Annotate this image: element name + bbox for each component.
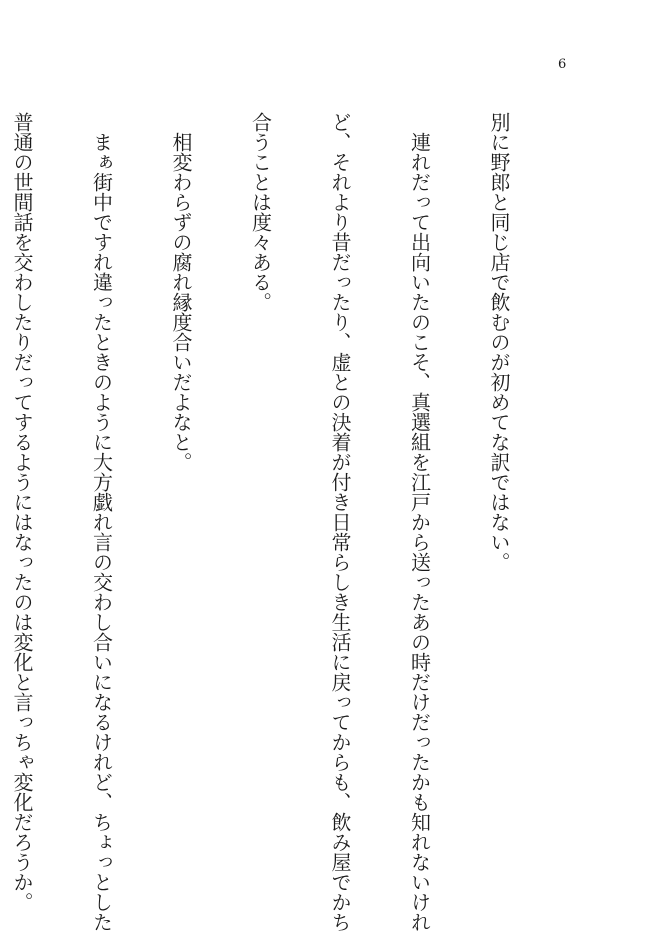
text-line: ど、それより昔だったり、虚との決着が付き日常らしき生活に戻ってからも、飲み屋でかち [328, 112, 352, 932]
body-text [0, 112, 565, 932]
text-line: 普通の世間話を交わしたりだってするようにはなったのは変化と言っちゃ変化だろうか。 [10, 112, 34, 912]
text-line: 合うことは度々ある。 [248, 112, 273, 312]
text-line: 相変わらずの腐れ縁度合いだよなと。 [169, 112, 193, 472]
text-line: 別に野郎と同じ店で飲むのが初めてな訳ではない。 [487, 112, 511, 572]
text-line: まぁ街中ですれ違ったときのように大方戯れ言の交わし合いになるけれど、ちょっとした [89, 112, 114, 932]
text-line: 連れだって出向いたのこそ、真選組を江戸から送ったあの時だけだったかも知れないけれ [407, 112, 432, 932]
page-number: 6 [558, 57, 567, 72]
